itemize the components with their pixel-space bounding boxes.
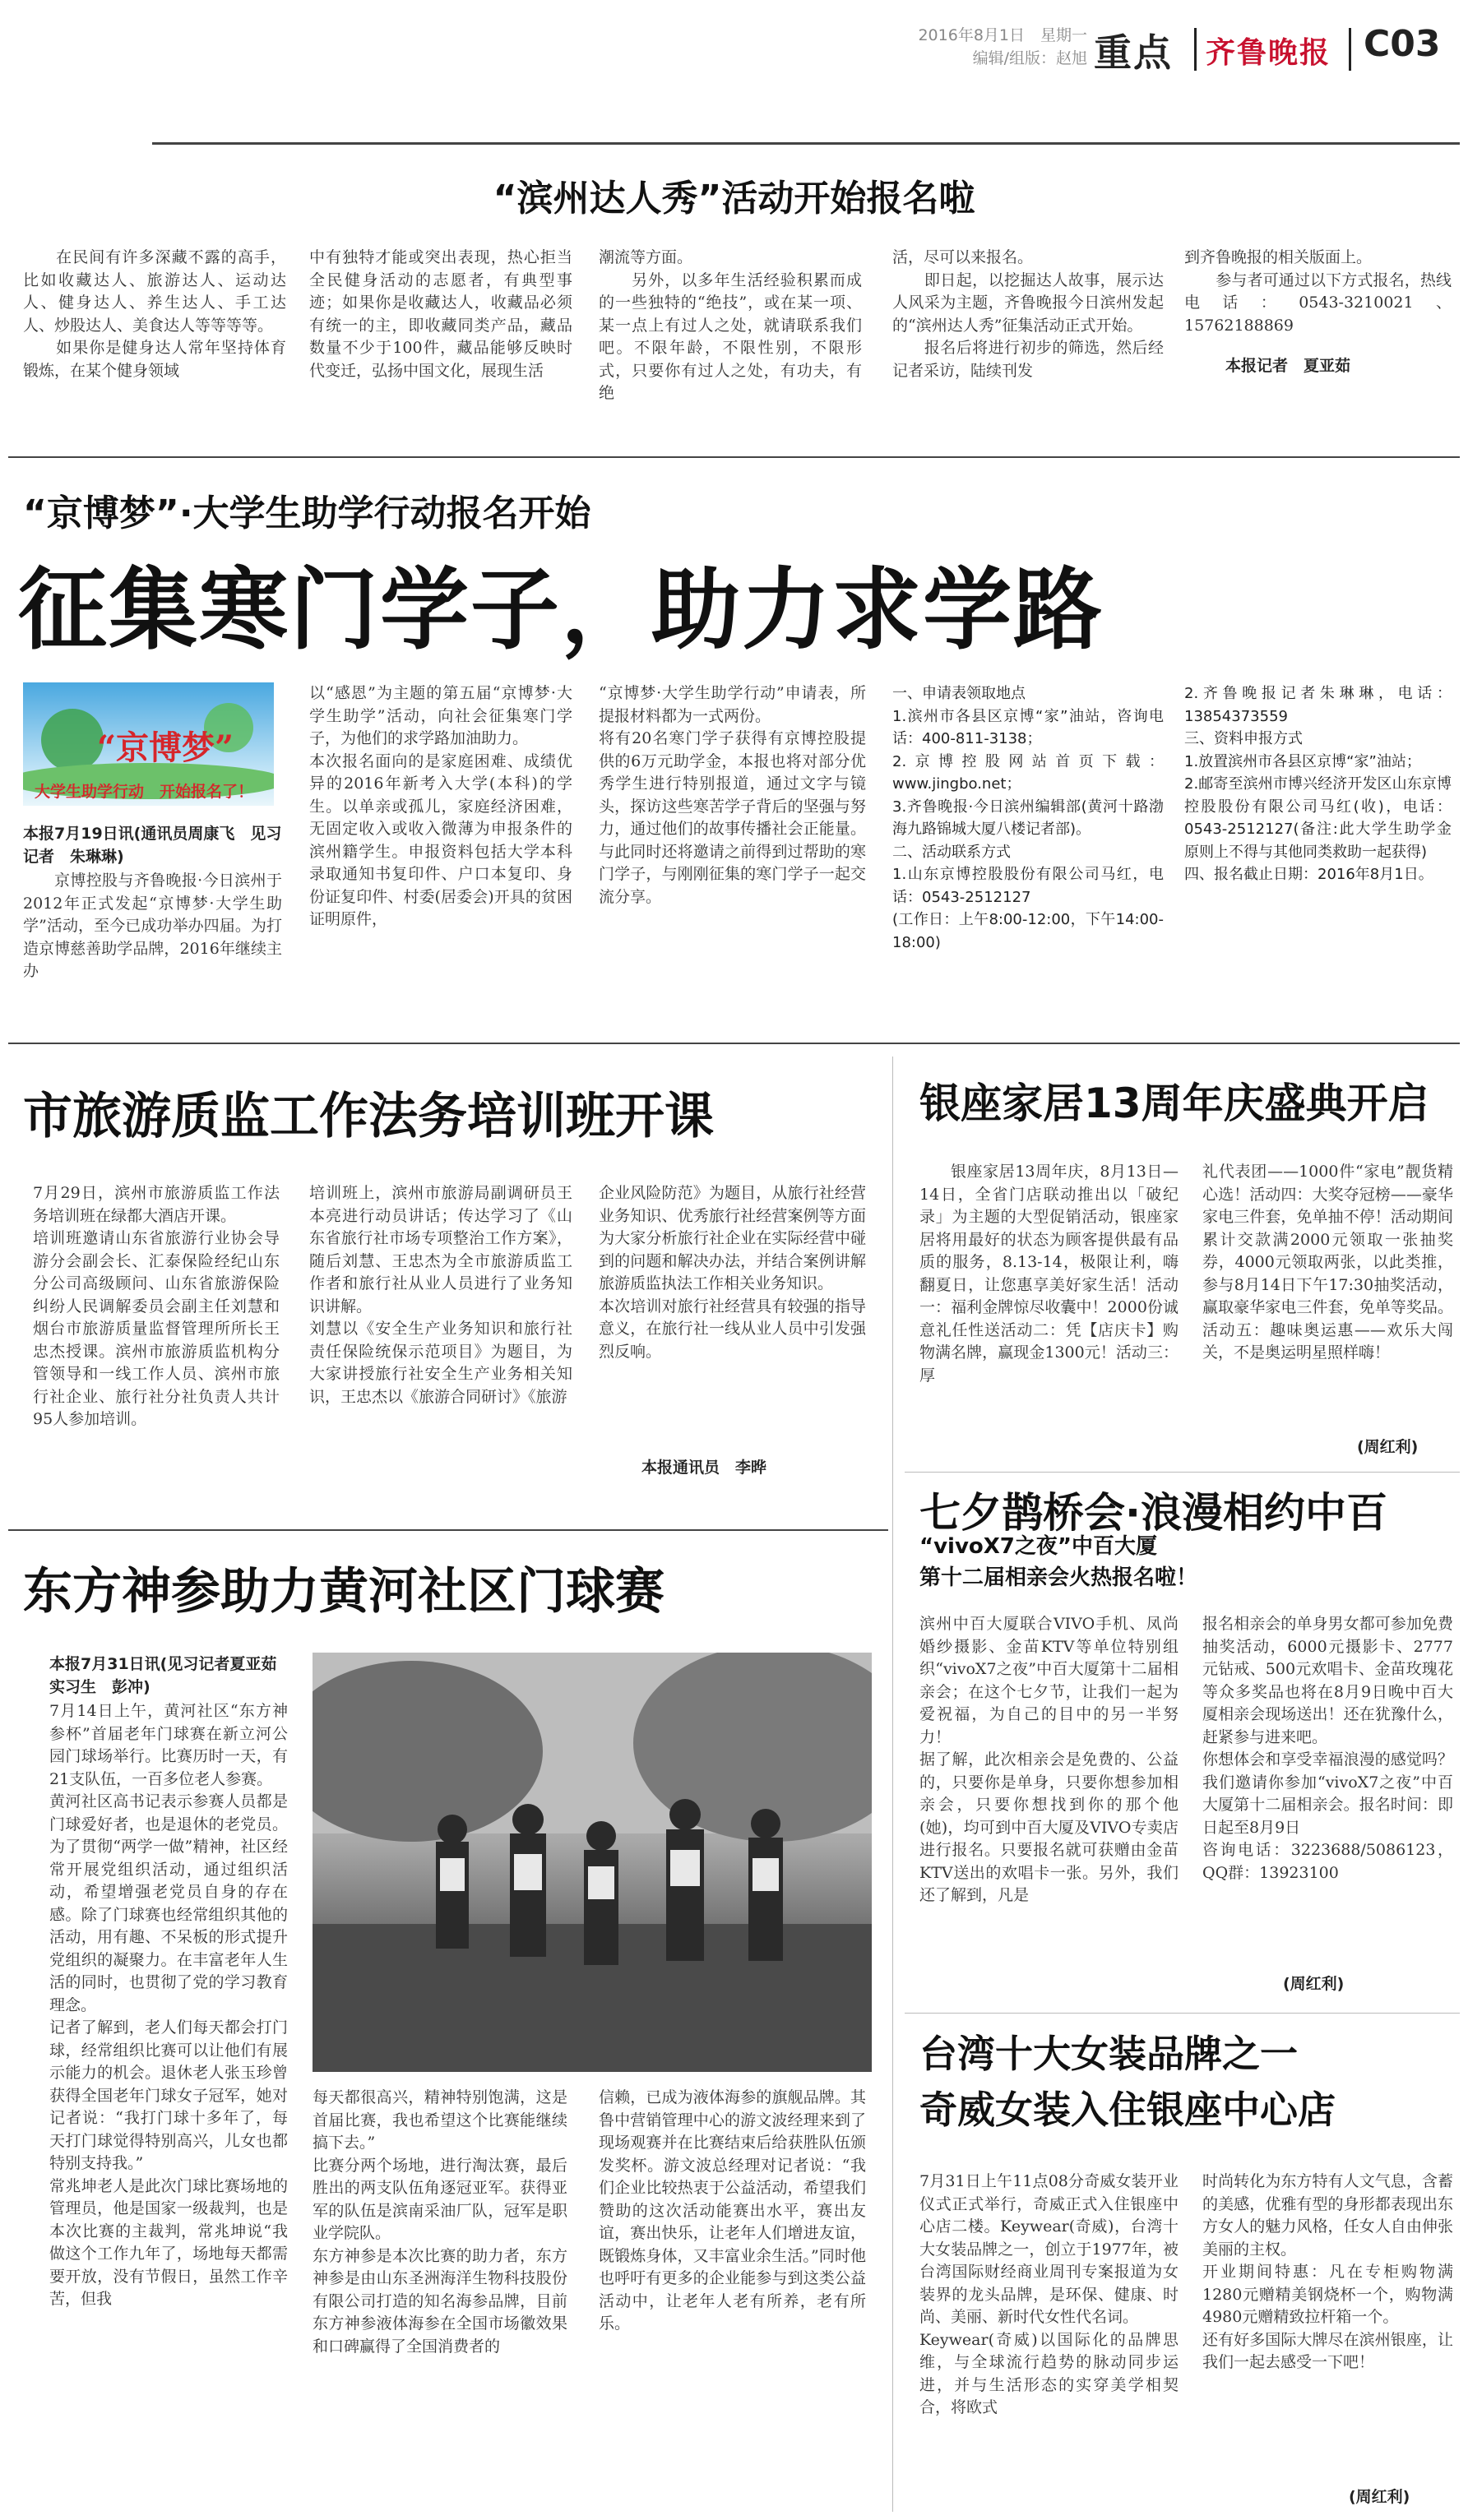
article-title: 市旅游质监工作法务培训班开课: [23, 1088, 714, 1145]
article-title: 东方神参助力黄河社区门球赛: [23, 1563, 665, 1621]
header-rule: [152, 142, 1460, 145]
article-column: 礼代表团——1000件“家电”靓货精心选！活动四：大奖夺冠榜——豪华家电三件套，免单抽不停！活动期间累计交款满2000元领取一张抽奖券，4000元领取两张，以此类推，参与8月14日下午17:30抽奖活动，赢取豪华家电三件套，免单等奖品。活动五：趣味奥运惠——欢乐大闯关，不是奥运明星照样嗨！: [1202, 1163, 1453, 1362]
reporter-byline: (周红利): [1283, 1975, 1345, 1993]
article-column: 京博控股与齐鲁晚报·今日滨州于2012年正式发起“京博梦·大学生助学”活动，至今已成功举办四届。为打造京博慈善助学品牌，2016年继续主办: [23, 872, 282, 980]
section-rule: [8, 456, 1460, 458]
campaign-banner: 大学生助学行动 开始报名了！: [35, 783, 254, 801]
article-column: 时尚转化为东方特有人文气息，含蓄的美感，优雅有型的身形都表现出东方女人的魅力风格，任女人自由伸张美丽的主权。 开业期间特惠：凡在专柜购物满1280元赠精美钢烧杯一个，购物满4980元赠精致拉杆箱一个。 还有好多国际大牌尽在滨州银座，让我们一起去感受一下吧！: [1202, 2172, 1453, 2371]
section-title: 重点: [1094, 30, 1173, 75]
reporter-byline: (周红利): [1357, 1438, 1419, 1456]
article-column: 银座家居13周年庆，8月13日—14日，全省门店联动推出以「破纪录」为主题的大型促销活动，银座家居将用最好的状态为顾客提供最有品质的服务，8.13-14，极限让利，嗨翻夏日，让您惠享美好家生活！活动一：福利金牌惊尽收囊中！2000份诚意礼任性送活动二：凭【店庆卡】购物满名牌，赢现金1300元！活动三：厚: [919, 1163, 1179, 1385]
section-rule: [8, 1529, 888, 1531]
article-column: 每天都很高兴，精神特别饱满，这是首届比赛，我也希望这个比赛能继续搞下去。” 比赛分两个场地，进行淘汰赛，最后胜出的两支队伍角逐冠亚军。获得亚军的队伍是滨南采油厂队，冠军是职业学院队。 东方神参是本次比赛的助力者，东方神参是由山东圣洲海洋生物科技股份有限公司打造的知名海参品牌，目前东方神参液体海参在全国市场徽效果和口碑赢得了全国消费者的: [313, 2088, 567, 2356]
reporter-byline: 本报记者 夏亚茹: [1225, 357, 1351, 375]
article-column: “京博梦·大学生助学行动”申请表，所提报材料都为一式两份。 将有20名寒门学子获得有京博控股提供的6万元助学金，本报也将对部分优秀学生进行特别报道，通过文字与镜头，探访这些寒苦学子背后的坚强与努力，通过他们的故事传播社会正能量。与此同时还将邀请之前得到过帮助的寒门学子，与刚刚征集的寒门学子一起交流分享。: [599, 684, 866, 906]
article-column: 信赖，已成为液体海参的旗舰品牌。其鲁中营销管理中心的游文波经理来到了现场观赛并在比赛结束后给获胜队伍颁发奖杯。游文波总经理对记者说：“我们企业比较热衷于公益活动，希望我们赞助的这次活动能赛出水平，赛出友谊，赛出快乐，让老年人们增进友谊，既锻炼身体，又丰富业余生活。”同时他也呼吁有更多的企业能参与到这类公益活动中，让老年人老有所养，老有所乐。: [599, 2088, 866, 2333]
reporter-byline: 本报通讯员 李晔: [641, 1459, 767, 1477]
newspaper-logo: 齐鲁晚报: [1206, 35, 1331, 70]
article-column: 企业风险防范》为题目，从旅行社经营业务知识、优秀旅行社经营案例等方面为大家分析旅行社企业在实际经营中碰到的问题和解决办法，并结合案例讲解旅游质监执法工作相关业务知识。 本次培训对旅行社经营具有较强的指导意义，在旅行社一线从业人员中引发强烈反响。: [599, 1184, 866, 1361]
campaign-logo-text: “京博梦”: [97, 728, 234, 767]
article-title: 奇威女装入住银座中心店: [919, 2088, 1336, 2132]
article-column: 7月31日上午11点08分奇威女装开业仪式正式举行，奇威正式入住银座中心店二楼。Keywear(奇威)，台湾十大女装品牌之一，创立于1977年，被台湾国际财经商业周刊专案报道为女装界的龙头品牌，是环保、健康、时尚、美丽、新时代女性代名词。 Keywear(奇威)以国际化的品牌思维，与全球流行趋势的脉动同步运进，并与生活形态的实穿美学相契合，将欧式: [919, 2172, 1179, 2416]
article-column: 活，尽可以来报名。 即日起，以挖掘达人故事，展示达人风采为主题，齐鲁晚报今日滨州发起的“滨州达人秀”征集活动正式开始。 报名后将进行初步的筛选，然后经记者采访，陆续刊发: [892, 248, 1164, 380]
header-divider: [1349, 28, 1351, 71]
article-kicker: “京博梦”·大学生助学行动报名开始: [23, 492, 591, 534]
article-title: 台湾十大女装品牌之一: [919, 2032, 1298, 2076]
article-column: 在民间有许多深藏不露的高手，比如收藏达人、旅游达人、运动达人、健身达人、养生达人、手工达人、炒股达人、美食达人等等等等。 如果你是健身达人常年坚持体育锻炼，在某个健身领域: [23, 248, 286, 380]
reporter-byline: (周红利): [1349, 2488, 1410, 2506]
article-column: 7月29日，滨州市旅游质监工作法务培训班在绿都大酒店开课。 培训班邀请山东省旅游行业协会导游分会副会长、汇泰保险经纪山东分公司高级顾问、山东省旅游保险纠纷人民调解委员会副主任刘慧和烟台市旅游质量监督管理所所长王忠杰授课。滨州市旅游质监机构分管领导和一线工作人员、滨州市旅行社企业、旅行社分社负责人共计95人参加培训。: [33, 1184, 280, 1428]
issue-date: 2016年8月1日 星期一: [918, 26, 1087, 44]
reporter-byline: 本报7月19日讯(通讯员周康飞 见习记者 朱琳琳): [23, 825, 282, 866]
article-column: 培训班上，滨州市旅游局副调研员王本亮进行动员讲话；传达学习了《山东省旅行社市场专项整治工作方案》，随后刘慧、王忠杰为全市旅游质监工作者和旅行社从业人员进行了业务知识讲解。 刘慧以《安全生产业务知识和旅行社责任保险统保示范项目》为题目，为大家讲授旅行社安全生产业务相关知识，王忠杰以《旅游合同研讨》《旅游: [309, 1184, 572, 1406]
application-info: 一、申请表领取地点 1.滨州市各县区京博“家”油站，咨询电话：400-811-3138； 2.京博控股网站首页下载：www.jingbo.net； 3.齐鲁晚报·今日滨州编辑部(黄河十路渤海九路锦城大厦八楼记者部)。 二、活动联系方式 1.山东京博控股股份有限公司马红，电话：0543-2512127 (工作日：上午8:00-12:00，下午14:00-18:00): [892, 685, 1164, 951]
gateball-match-photo: [313, 1653, 872, 2072]
article-column: 到齐鲁晚报的相关版面上。 参与者可通过以下方式报名，热线电话：0543-3210021、15762188869: [1184, 248, 1452, 335]
section-rule: [905, 1472, 1460, 1473]
header-divider: [1194, 28, 1197, 71]
article-column: 中有独特才能或突出表现，热心拒当全民健身活动的志愿者，有典型事迹；如果你是收藏达人，收藏品必须有统一的主，即收藏同类产品，藏品数量不少于100件，藏品能够反映时代变迁，弘扬中国文化，展现生活: [309, 248, 572, 380]
article-title: “滨州达人秀”活动开始报名啦: [493, 178, 975, 220]
article-column: 潮流等方面。 另外，以多年生活经验积累而成的一些独特的“绝技”，或在某一项、某一点上有过人之处，就请联系我们吧。不限年龄，不限性别，不限形式，只要你有过人之处，有功夫，有绝: [599, 248, 862, 402]
campaign-logo-image: [23, 682, 274, 806]
article-title: 征集寒门学子，助力求学路: [18, 559, 1104, 662]
article-title: 七夕鹊桥会·浪漫相约中百: [919, 1489, 1387, 1537]
section-rule: [905, 2013, 1460, 2014]
column-divider: [892, 1057, 893, 2512]
article-column: 滨州中百大厦联合VIVO手机、凤尚婚纱摄影、金苗KTV等单位特别组织“vivoX7之夜”中百大厦第十二届相亲会；在这个七夕节，让我们一起为爱祝福，为自己的目中的另一半努力！ 据了解，此次相亲会是免费的、公益的，只要你是单身，只要你想参加相亲会，只要你想找到你的那个他(她)，均可到中百大厦及VIVO专卖店进行报名。只要报名就可获赠由金苗KTV送出的欢唱卡一张。另外，我们还了解到，凡是: [919, 1615, 1179, 1904]
article-subtitle: “vivoX7之夜”中百大厦: [919, 1534, 1157, 1559]
article-column: 报名相亲会的单身男女都可参加免费抽奖活动，6000元摄影卡、2777元钻戒、500元欢唱卡、金苗玫瑰花等众多奖品也将在8月9日晚中百大厦相亲会现场送出！还在犹豫什么，赶紧参与进来吧。 你想体会和享受幸福浪漫的感觉吗？我们邀请你参加“vivoX7之夜”中百大厦第十二届相亲会。报名时间：即日起至8月9日 咨询电话：3223688/5086123，QQ群：13923100: [1202, 1615, 1453, 1882]
reporter-byline: 本报7月31日讯(见习记者夏亚茹 实习生 彭冲): [49, 1655, 293, 1696]
article-column: 7月14日上午，黄河社区“东方神参杯”首届老年门球赛在新立河公园门球场举行。比赛历时一天，有21支队伍，一百多位老人参赛。 黄河社区高书记表示参赛人员都是门球爱好者，也是退休的老党员。为了贯彻“两学一做”精神，社区经常开展党组织活动，通过组织活动，希望增强老党员自身的存在感。除了门球赛也经常组织其他的活动，用有趣、不呆板的形式提升党组织的凝聚力。在丰富老年人生活的同时，也贯彻了党的学习教育理念。 记者了解到，老人们每天都会打门球，经常组织比赛可以让他们有展示能力的机会。退休老人张玉珍曾获得全国老年门球女子冠军，她对记者说：“我打门球十多年了，每天打门球觉得特别高兴，儿女也都特别支持我。” 常兆坤老人是此次门球比赛场地的管理员，他是国家一级裁判，也是本次比赛的主裁判，常兆坤说“我做这个工作九年了，场地每天都需要开放，没有节假日，虽然工作辛苦，但我: [49, 1702, 288, 2308]
article-title: 银座家居13周年庆盛典开启: [919, 1080, 1429, 1127]
page-number: C03: [1364, 23, 1441, 65]
section-rule: [8, 1043, 1460, 1044]
editor-credit: 编辑/组版：赵旭: [972, 49, 1087, 67]
article-subtitle: 第十二届相亲会火热报名啦！: [919, 1565, 1198, 1590]
article-column: 以“感恩”为主题的第五届“京博梦·大学生助学”活动，向社会征集寒门学子，为他们的求学路加油助力。 本次报名面向的是家庭困难、成绩优异的2016年新考入大学(本科)的学生。以单亲或孤儿，家庭经济困难，无固定收入或收入微薄为申报条件的滨州籍学生。申报资料包括大学本科录取通知书复印件、户口本复印、身份证复印件、村委(居委会)开具的贫困证明原件，: [309, 684, 572, 928]
application-info: 2.齐鲁晚报记者朱琳琳，电话：13854373559 三、资料申报方式 1.放置滨州市各县区京博“家”油站； 2.邮寄至滨州市博兴经济开发区山东京博控股股份有限公司马红(收)，电话：0543-2512127(备注:此大学生助学金原则上不得与其他同类救助一起获得) 四、报名截止日期：2016年8月1日。: [1184, 685, 1452, 883]
